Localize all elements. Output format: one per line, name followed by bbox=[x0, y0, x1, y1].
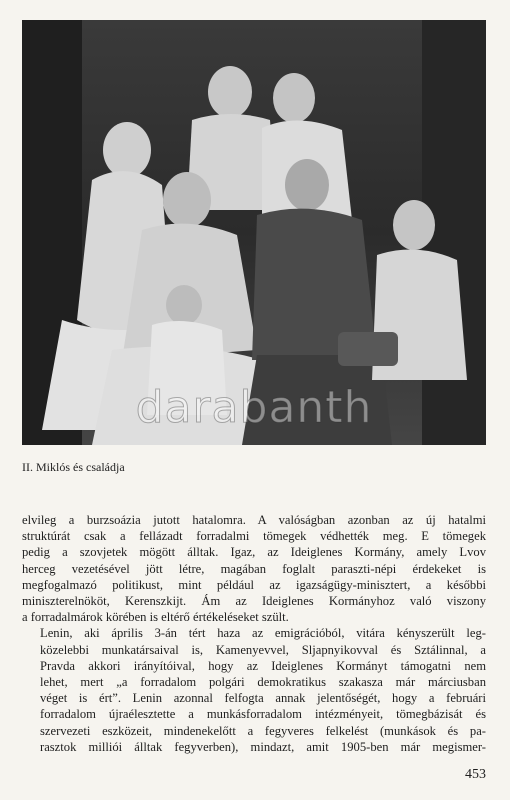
paragraph-2 bbox=[22, 625, 486, 755]
text-line: véget is ért”. Lenin azonnal felfogta annak jelentőségét, hogy a februári bbox=[40, 691, 486, 706]
text-line: szervezeti eszközeit, mindenekelőtt a fegyveres felkelést (munkások és pa- bbox=[40, 723, 486, 738]
text-line: herceg vezetésével jött létre, magában foglalt paraszti-népi érdekeket is bbox=[22, 561, 486, 576]
text-line: struktúrát csak a fellázadt forradalmi tömegek védhették meg. E tömegek bbox=[22, 529, 486, 544]
watermark-text: darabanth bbox=[135, 382, 373, 433]
text-line: forradalom újraélesztette a munkásforradalom intézményeit, tömegbázisát és bbox=[40, 707, 486, 722]
paragraph-1 bbox=[22, 512, 486, 625]
text-line: lehet, mert „a forradalom polgári demokratikus szakasza már márciusban bbox=[40, 675, 486, 690]
text-line: a forradalmárok körében is eltérő értékeléseket szült. bbox=[22, 610, 289, 625]
text-line: pedig a szovjetek mögött álltak. Igaz, az Ideiglenes Kormány, amely Lvov bbox=[22, 545, 486, 560]
text-line: rasztok milliói álltak fegyverben), mindazt, amit 1905-ben már megismer- bbox=[40, 739, 486, 754]
text-line: közelebbi munkatársaival is, Kamenyevvel, Sljapnyikovval és Sztálinnal, a bbox=[40, 642, 486, 657]
text-line: miniszterelnököt, Kerenszkijt. Ám az Ideiglenes Kormányhoz való viszony bbox=[22, 594, 486, 609]
text-line: Lenin, aki április 3-án tért haza az emigrációból, vitára kényszerült leg- bbox=[40, 626, 486, 641]
page-number: 453 bbox=[465, 767, 486, 782]
figure-caption: II. Miklós és családja bbox=[22, 460, 125, 474]
text-line: Pravda akkori irányítóival, hogy az Ideiglenes Kormányt támogatni nem bbox=[40, 658, 486, 673]
text-line: megfogalmazó politikust, mint például az igazságügy-minisztert, a későbbi bbox=[22, 577, 486, 592]
body-text bbox=[22, 512, 486, 755]
text-line: elvileg a burzsoázia jutott hatalomra. A valóságban azonban az új hatalmi bbox=[22, 513, 486, 527]
family-photograph bbox=[22, 20, 486, 445]
